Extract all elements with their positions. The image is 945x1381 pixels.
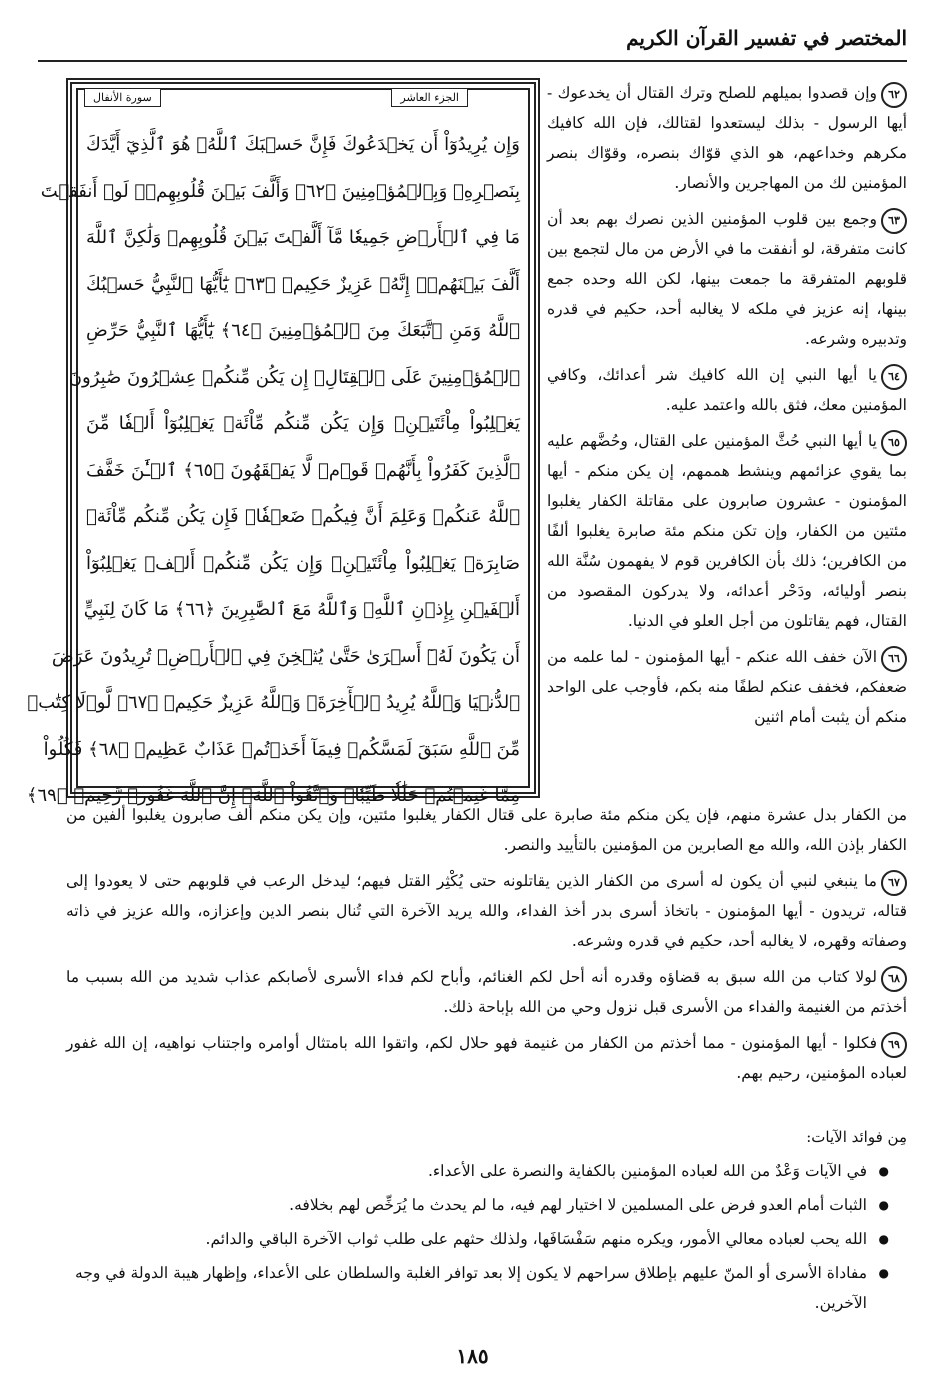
page-header [38,20,907,62]
verse-number-badge: ٦٧ [881,870,907,896]
benefits-list [66,1156,907,1322]
commentary-text: الآن خفف الله عنكم - أيها المؤمنون - لما علمه من ضعفكم، فخفف عنكم لطفًا منه بكم، فأوجب على الواحد منكم أن يثبت أمام اثنين [547,648,907,726]
commentary-paragraph [66,800,907,860]
surah-label: سورة الأنفال [84,88,161,107]
quran-line: صَابِرَةٞ يَغۡلِبُواْ مِاْئَتَيۡنِۚ وَإِن يَكُن مِّنكُمۡ أَلۡفٞ يَغۡلِبُوٓاْ [86,552,520,574]
quran-line: بِنَصۡرِهِۦ وَبِٱلۡمُؤۡمِنِينَ ﴿٦٢﴾ وَأَلَّفَ بَيۡنَ قُلُوبِهِمۡۚ لَوۡ أَنفَقۡتَ [40,180,520,202]
commentary-paragraph [547,204,907,354]
commentary-text: من الكفار بدل عشرة منهم، فإن يكن منكم مئة صابرة على قتال الكفار يغلبوا مئتين، وإن يكن منكم ألف صابرون يغلبوا ألفين من الكفار بإذن الله، والله مع الصابرين من المؤمنين بالتأييد والنصر. [66,806,907,854]
commentary-paragraph [547,426,907,636]
quran-frame [26,78,540,806]
quran-line: مِمَّا غَنِمۡتُمۡ حَلَٰلٗا طَيِّبٗاۚ وَٱتَّقُواْ ٱللَّهَۚ إِنَّ ٱللَّهَ غَفُورٞ رَّحِيمٞ ﴿٦٩﴾ [26,785,520,806]
quran-line: أَلۡفَيۡنِ بِإِذۡنِ ٱللَّهِۗ وَٱللَّهُ مَعَ ٱلصَّٰبِرِينَ ﴿٦٦﴾ مَا كَانَ لِنَبِيٍّ [83,599,520,620]
commentary-text: ما ينبغي لنبي أن يكون له أسرى من الكفار الذين يقاتلونه حتى يُكْثِر القتل فيهم؛ ليدخل الرعب في قلوبهم حتى لا يعودوا إلى قتاله، تريدون - أيها المؤمنون - باتخاذ أسرى بدر أخذ الفداء، والله يريد الآخرة التي تُنال بنصر الدين وإعزازه، والله عزيز في ذاته وصفاته وقهره، لا يغالبه أحد، حكيم في قدره وشرعه. [66,872,907,950]
juz-label: الجزء العاشر [391,88,468,107]
commentary-paragraph [66,1028,907,1088]
commentary-text: فكلوا - أيها المؤمنون - مما أخذتم من الكفار من غنيمة فهو حلال لكم، واتقوا الله بامتثال أوامره واجتناب نواهيه، إن الله غفور لعباده المؤمنين، رحيم بهم. [66,1034,907,1082]
verse-number-badge: ٦٢ [881,82,907,108]
benefit-item: ● في الآيات وَعْدٌ من الله لعباده المؤمنين بالكفاية والنصرة على الأعداء. [66,1156,889,1186]
verse-number-badge: ٦٩ [881,1032,907,1058]
commentary-column [547,78,907,738]
commentary-paragraph [547,78,907,198]
commentary-paragraph [66,866,907,956]
verse-number-badge: ٦٣ [881,208,907,234]
commentary-text: لولا كتاب من الله سبق به قضاؤه وقدره أنه أحل لكم الغنائم، وأباح لكم فداء الأسرى لأصابكم عذاب شديد من الله بسبب ما أخذتم من الغنيمة والفداء من الأسرى قبل نزول وحي من الله بإباحة ذلك. [66,968,907,1016]
book-title: المختصر في تفسير القرآن الكريم [626,26,907,50]
quran-line: أَن يَكُونَ لَهُۥٓ أَسۡرَىٰ حَتَّىٰ يُثۡخِنَ فِي ٱلۡأَرۡضِۚ تُرِيدُونَ عَرَضَ [51,645,520,667]
verse-number-badge: ٦٤ [881,364,907,390]
benefit-item: ● الثبات أمام العدو فرض على المسلمين لا اختيار لهم فيه، ما لم يحدث ما يُرَخِّص لهم بخلافه. [66,1190,889,1220]
quran-line: ٱلدُّنۡيَا وَٱللَّهُ يُرِيدُ ٱلۡأٓخِرَةَۗ وَٱللَّهُ عَزِيزٌ حَكِيمٞ ﴿٦٧﴾ لَّوۡلَا كِتَٰبٞ [27,692,520,713]
verse-number-badge: ٦٨ [881,966,907,992]
quran-line: ٱللَّهُ عَنكُمۡ وَعَلِمَ أَنَّ فِيكُمۡ ضَعۡفٗاۚ فَإِن يَكُن مِّنكُم مِّاْئَةٞ [86,506,520,527]
quran-line: يَغۡلِبُواْ مِاْئَتَيۡنِۚ وَإِن يَكُن مِّنكُم مِّاْئَةٞ يَغۡلِبُوٓاْ أَلۡفٗا مِّنَ [86,413,520,434]
commentary-full-width [66,800,907,1094]
quran-line: مَا فِي ٱلۡأَرۡضِ جَمِيعٗا مَّآ أَلَّفۡتَ بَيۡنَ قُلُوبِهِمۡ وَلَٰكِنَّ ٱللَّهَ [86,227,520,248]
verse-number-badge: ٦٥ [881,430,907,456]
page-number: ١٨٥ [456,1344,489,1368]
benefits-heading: مِن فوائد الآيات: [806,1128,907,1146]
commentary-text: وإن قصدوا بميلهم للصلح وترك القتال أن يخدعوك - أيها الرسول - بذلك ليستعدوا لقتالك، فإن الله كافيك مكرهم وخداعهم، هو الذي قوّاك بنصره، وقوّاك بنصر المؤمنين لك من المهاجرين والأنصار. [547,84,907,192]
commentary-text: وجمع بين قلوب المؤمنين الذين نصرك بهم بعد أن كانت متفرقة، لو أنفقت ما في الأرض من مال لتجمع بين قلوبهم المتفرقة ما جمعت بينها، لكن الله وحده جمع بينها، إنه عزيز في ملكه لا يغالبه أحد، حكيم في قدره وتدبيره وشرعه. [547,210,907,348]
benefit-item: ● الله يحب لعباده معالي الأمور، ويكره منهم سَفْسَافَها، ولذلك حثهم على طلب ثواب الآخرة الباقي والدائم. [66,1224,889,1254]
quran-line: أَلَّفَ بَيۡنَهُمۡۚ إِنَّهُۥ عَزِيزٌ حَكِيمٞ ﴿٦٣﴾ يَٰٓأَيُّهَا ٱلنَّبِيُّ حَسۡبُكَ [86,273,520,295]
commentary-text: يا أيها النبي إن الله كافيك شر أعدائك، وكافي المؤمنين معك، فثق بالله واعتمد عليه. [547,366,907,414]
quran-line: وَإِن يُرِيدُوٓاْ أَن يَخۡدَعُوكَ فَإِنَّ حَسۡبَكَ ٱللَّهُۚ هُوَ ٱلَّذِيٓ أَيَّدَكَ [86,134,520,155]
commentary-paragraph [547,642,907,732]
commentary-paragraph [547,360,907,420]
commentary-paragraph [66,962,907,1022]
commentary-text: يا أيها النبي حُثَّ المؤمنين على القتال، وحُضَّهم عليه بما يقوي عزائمهم وينشط هممهم، إن يكن منكم - أيها المؤمنون - عشرون صابرون على مقاتلة الكفار يغلبوا مئتين من الكفار، وإن تكن منكم مئة صابرة يغلبوا ألفًا من الكافرين؛ ذلك بأن الكافرين قوم لا يفهمون سُنَّة الله بنصر أوليائه، ودَحْر أعدائه، ولا يدركون المقصود من القتال، فهم يقاتلون من أجل العلو في الدنيا. [547,432,907,630]
quran-line: ٱلۡمُؤۡمِنِينَ عَلَى ٱلۡقِتَالِۚ إِن يَكُن مِّنكُمۡ عِشۡرُونَ صَٰبِرُونَ [68,366,520,388]
quran-line: ٱلَّذِينَ كَفَرُواْ بِأَنَّهُمۡ قَوۡمٞ لَّا يَفۡقَهُونَ ﴿٦٥﴾ ٱلۡـَٰٔنَ خَفَّفَ [86,459,520,481]
benefit-item: ● مفاداة الأسرى أو المنّ عليهم بإطلاق سراحهم لا يكون إلا بعد توافر الغلبة والسلطان على الأعداء، وإظهار هيبة الدولة في وجه الآخرين. [66,1258,889,1318]
quran-inner-border [26,88,530,806]
quran-text [26,122,520,806]
quran-line: ٱللَّهُ وَمَنِ ٱتَّبَعَكَ مِنَ ٱلۡمُؤۡمِنِينَ ﴿٦٤﴾ يَٰٓأَيُّهَا ٱلنَّبِيُّ حَرِّضِ [86,320,520,341]
quran-line: مِّنَ ٱللَّهِ سَبَقَ لَمَسَّكُمۡ فِيمَآ أَخَذۡتُمۡ عَذَابٌ عَظِيمٞ ﴿٦٨﴾ فَكُلُواْ [43,738,520,760]
verse-number-badge: ٦٦ [881,646,907,672]
